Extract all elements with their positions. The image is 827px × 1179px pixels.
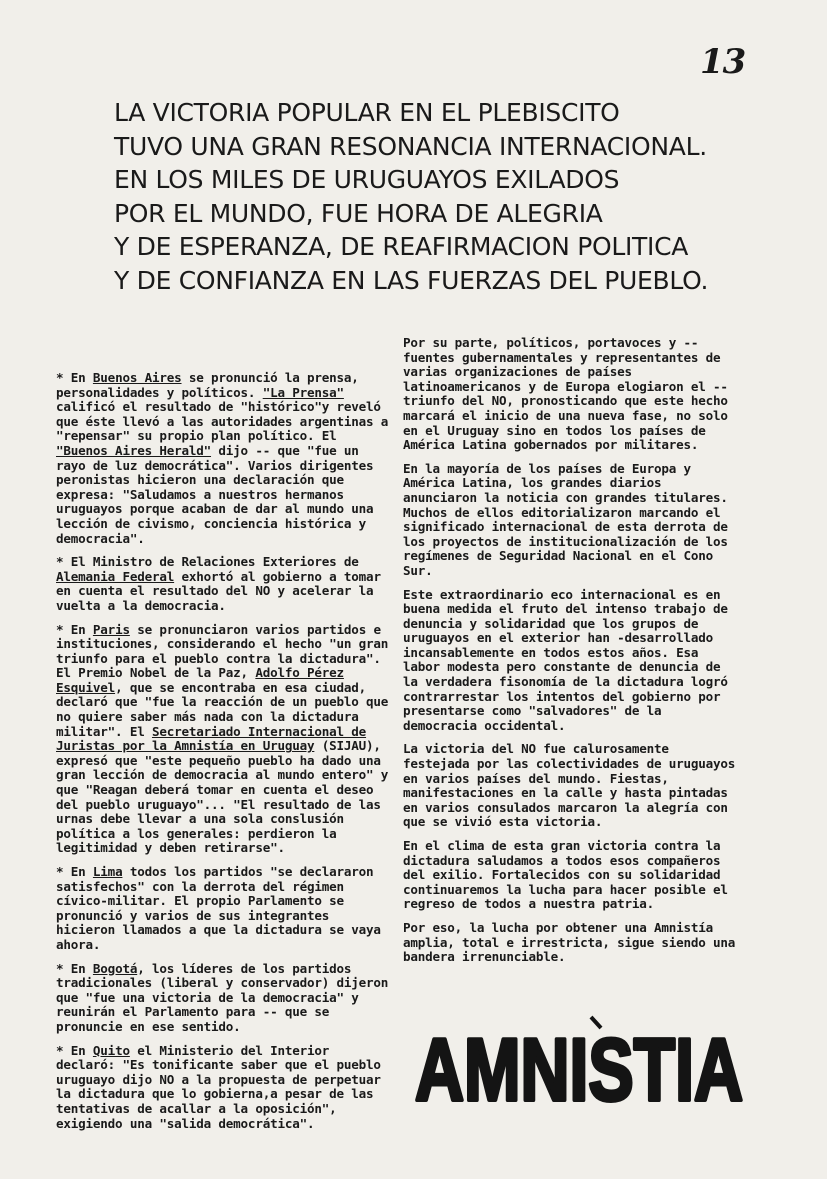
place-name: Buenos Aires [92, 370, 182, 385]
text-run: , que se encontraba en esa ciudad, declaró que "fue la reacción de un pueblo que no quiere saber más nada con la dictadura militar". El [56, 679, 389, 739]
paragraph-quito [56, 1044, 390, 1132]
paragraph-amnistia: Por eso, la lucha por obtener una Amnistía amplia, total e irrestricta, sigue siendo una bandera irrenunciable. [403, 919, 736, 965]
text-run: calificó el resultado de "histórico"y reveló que éste llevó a las autoridades argentinas a "repensar" su propio plan político. El [56, 399, 389, 444]
headline [114, 96, 754, 297]
headline-line: EN LOS MILES DE URUGUAYOS EXILADOS [114, 165, 620, 194]
paragraph-alemania [56, 555, 390, 613]
text-run: * En [56, 960, 93, 976]
amnistia-logo-text: AMNISTIA [415, 1020, 743, 1119]
newspaper-name: "La Prensa" [262, 384, 344, 400]
paragraph-paris [56, 623, 390, 857]
text-run: todos los partidos "se declararon satisfechos" con la derrota del régimen cívico-militar. El propio Parlamento se pronunció y varios de sus integrantes hicieron llamados a que la dictadura se vaya ahora. [56, 864, 381, 952]
amnistia-logo [415, 1014, 745, 1119]
headline-line: POR EL MUNDO, FUE HORA DE ALEGRIA [114, 198, 603, 228]
organization-name: Secretariado Internacional de Juristas por la Amnistía en Uruguay [56, 723, 367, 754]
text-run: se pronunció la prensa, personalidades y políticos. [56, 370, 359, 400]
paragraph-bogota [56, 962, 390, 1035]
right-column [403, 336, 738, 974]
text-run: , los líderes de los partidos tradicionales (liberal y conservador) dijeron que "fue una victoria de la democracia" y reunirán el Parlamento para -- que se pronuncie en ese sentido. [56, 960, 389, 1034]
paragraph-diarios: En la mayoría de los países de Europa y América Latina, los grandes diarios anunciaron la noticia con grandes titulares. Muchos de ellos editorializaron marcando el significado internacional de esta derrota de los proyectos de institucionalización de los regímenes de Seguridad Nacional en el Cono Sur. [403, 460, 728, 578]
text-run: * En [56, 370, 93, 385]
newspaper-name: "Buenos Aires Herald" [56, 442, 212, 458]
place-name: Paris [92, 621, 130, 637]
text-run: se pronunciaron varios partidos e instituciones, considerando el hecho "un gran triunfo para el pueblo contra la dictadura". El Premio Nobel de la Paz, [56, 621, 389, 681]
headline-line: Y DE CONFIANZA EN LAS FUERZAS DEL PUEBLO. [114, 265, 709, 295]
text-run: el Ministerio del Interior declaró: "Es tonificante saber que el pueblo uruguayo dijo NO a la propuesta de perpetuar la dictadura que lo gobierna,a pesar de las tentativas de acallar a la oposición", exigiendo una "salida democrática". [56, 1042, 381, 1131]
text-run: * En [56, 864, 93, 879]
paragraph-festejos: La victoria del NO fue calurosamente festejada por las colectividades de uruguayos en varios países del mundo. Fiestas, manifestaciones en la calle y hasta pintadas en varios consulados marcaron la alegría con que se vivió esta victoria. [403, 741, 736, 830]
place-name: Lima [92, 864, 123, 879]
headline-line: Y DE ESPERANZA, DE REAFIRMACION POLITICA [114, 232, 689, 261]
text-run: dijo -- que "fue un rayo de luz democrática". Varios dirigentes peronistas hicieron una declaración que expresa: "Saludamos a nuestros hermanos uruguayos porque acaban de dar al mundo una lección de civismo, conciencia histórica y democracia". [56, 442, 374, 546]
paragraph-buenos-aires [56, 371, 390, 546]
headline-line: TUVO UNA GRAN RESONANCIA INTERNACIONAL. [114, 131, 707, 161]
paragraph-eco-internacional: Este extraordinario eco internacional es en buena medida el fruto del intenso trabajo de denuncia y solidaridad que los grupos de uruguayos en el exterior han -desarrollado incansablemente en todos estos años. Esa labor modesta pero constante de denuncia de la verdadera fisonomía de la dictadura logró contrarrestar los intentos del gobierno por presentarse como "salvadores" de la democracia occidental. [403, 586, 728, 733]
headline-line: LA VICTORIA POPULAR EN EL PLEBISCITO [114, 98, 620, 127]
text-run: (SIJAU), expresó que "este pequeño pueblo ha dado una gran lección de democracia al mundo entero" y que "Reagan deberá tomar en cuenta el deseo del pueblo uruguayo"... "El resultado de las urnas debe llevar a una sola conslusión política a los generales: perdieron la legitimidad y deben retirarse". [56, 738, 389, 856]
paragraph-politicos: Por su parte, políticos, portavoces y -- fuentes gubernamentales y representantes de varias organizaciones de países latinoamericanos y de Europa elogiaron el -- triunfo del NO, pronosticando que este hecho marcará el inicio de una nueva fase, no solo en el Uruguay sino en todos los países de América Latina gobernados por militares. [403, 335, 728, 453]
text-run: * El Ministro de Relaciones Exteriores de [56, 554, 359, 570]
place-name: Bogotá [92, 960, 138, 976]
place-name: Alemania Federal [56, 568, 175, 584]
text-run: * En [56, 1042, 93, 1058]
left-column [56, 371, 390, 1140]
person-name: Adolfo Pérez Esquivel [56, 665, 344, 695]
paragraph-lima [56, 865, 390, 953]
text-run: exhortó al gobierno a tomar en cuenta el resultado del NO y acelerar la vuelta a la democracia. [56, 568, 381, 613]
paragraph-saludo-exilio: En el clima de esta gran victoria contra la dictadura saludamos a todos esos compañeros del exilio. Fortalecidos con su solidaridad continuaremos la lucha para hacer posible el regreso de todos a nuestra patria. [403, 838, 728, 912]
text-run: * En [56, 621, 93, 637]
place-name: Quito [92, 1042, 130, 1058]
page-number: 13 [700, 42, 746, 82]
